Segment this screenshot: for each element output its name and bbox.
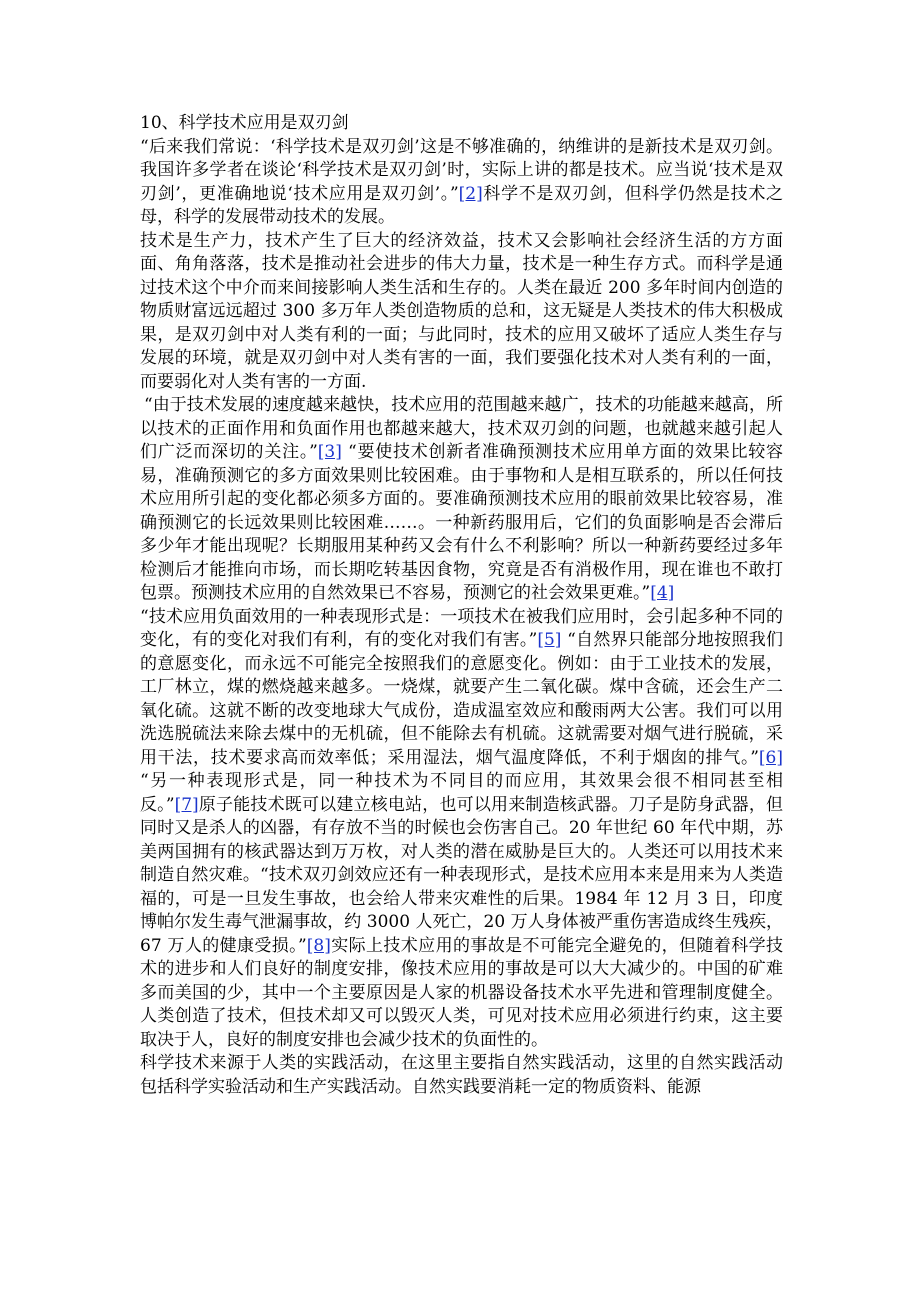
paragraph-text: “另一种表现形式是，同一种技术为不同目的而应用，其效果会很不相同甚至相反。”	[140, 771, 783, 815]
paragraph-text: 科学不是双刃剑，但科学仍然是技术之母，科学的发展带动技术的发展。	[140, 183, 784, 227]
paragraph-text: 科学技术来源于人类的实践活动，在这里主要指自然实践活动，这里的自然实践活动包括科学实验活动和生产实践活动。自然实践要消耗一定的物质资料、能源	[140, 1053, 783, 1097]
citation-link[interactable]: [5]	[537, 630, 562, 650]
paragraph-text: 技术是生产力，技术产生了巨大的经济效益，技术又会影响社会经济生活的方方面面、角角落落，技术是推动社会进步的伟大力量，技术是一种生存方式。而科学是通过技术这个中介而来间接影响人类生活和生存的。人类在最近 200 多年时间内创造的物质财富远远超过 300 多万年人类创造物质的总和，这无疑是人类技术的伟大积极成果，是双刃剑中对人类有利的一面；与此同时，技术的应用又破坏了适应人类生存与发展的环境，就是双刃剑中对人类有害的一面，我们要强化技术对人类有利的一面，而要弱化对人类有害的一方面.	[140, 230, 783, 392]
citation-link[interactable]: [2]	[458, 183, 483, 204]
citation-link[interactable]: [6]	[758, 747, 783, 768]
paragraph-text: “由于技术发展的速度越来越快，技术应用的范围越来越广，技术的功能越来越高，所以技术的正面作用和负面作用也都越来越大，技术双刃剑的问题，也就越来越引起人们广泛而深切的关注。”	[140, 395, 783, 462]
paragraph-text: “自然界只能部分地按照我们的意愿变化，而永远不可能完全按照我们的意愿变化。例如：由于工业技术的发展，工厂林立，煤的燃烧越来越多。一烧煤，就要产生二氧化碳。煤中含硫，还会生产二氧化硫。这就不断的改变地球大气成份，造成温室效应和酸雨两大公害。我们可以用洗选脱硫法来除去煤中的无机硫，但不能除去有机硫。这就需要对烟气进行脱硫，采用干法，技术要求高而效率低；采用湿法，烟气温度降低，不利于烟囱的排气。”	[140, 630, 783, 768]
paragraph-text: 原子能技术既可以建立核电站，也可以用来制造核武器。刀子是防身武器，但同时又是杀人的凶器，有存放不当的时候也会伤害自己。20 年世纪 60 年代中期，苏美两国拥有的核武器达到万万枚，对人类的潜在威胁是巨大的。人类还可以用技术来制造自然灾难。“技术双刃剑效应还有一种表现形式，是技术应用本来是用来为人类造福的，可是一旦发生事故，也会给人带来灾难性的后果。1984 年 12 月 3 日，印度博帕尔发生毒气泄漏事故，约 3000 人死亡，20 万人身体被严重伤害造成终生残疾，67 万人的健康受损。”	[140, 794, 784, 956]
section-heading: 10、科学技术应用是双刃剑	[140, 113, 349, 133]
paragraph-text: “要使技术创新者准确预测技术应用单方面的效果比较容易，准确预测它的多方面效果则比较困难。由于事物和人是相互联系的，所以任何技术应用所引起的变化都必须多方面的。要准确预测技术应用的眼前效果比较容易，准确预测它的长远效果则比较困难……。一种新药服用后，它们的负面影响是否会滞后多少年才能出现呢？长期服用某种药又会有什么不利影响？所以一种新药要经过多年检测后才能推向市场，而长期吃转基因食物，究竟是否有消极作用，现在谁也不敢打包票。预测技术应用的自然效果已不容易，预测它的社会效果更难。”	[140, 442, 783, 603]
paragraph	[140, 606, 783, 1053]
paragraph-container	[140, 136, 783, 1100]
paragraph-text: “后来我们常说：‘科学技术是双刃剑’这是不够准确的，纳维讲的是新技术是双刃剑。我国许多学者在谈论‘科学技术是双刃剑’时，实际上讲的都是技术。应当说‘技术是双刃剑’，更准确地说‘技术应用是双刃剑’。”	[140, 136, 783, 204]
citation-link[interactable]: [4]	[650, 583, 675, 603]
paragraph	[140, 230, 783, 395]
citation-link[interactable]: [3]	[317, 442, 342, 462]
document-body	[140, 112, 783, 1099]
paragraph	[140, 1052, 783, 1099]
paragraph-text: “技术应用负面效用的一种表现形式是：一项技术在被我们应用时，会引起多种不同的变化，有的变化对我们有利，有的变化对我们有害。”	[140, 606, 783, 650]
paragraph	[140, 394, 783, 606]
paragraph-text: 实际上技术应用的事故是不可能完全避免的，但随着科学技术的进步和人们良好的制度安排，像技术应用的事故是可以大大减少的。中国的矿难多而美国的少，其中一个主要原因是人家的机器设备技术水平先进和管理制度健全。人类创造了技术，但技术却又可以毁灭人类，可见对技术应用必须进行约束，这主要取决于人，良好的制度安排也会减少技术的负面性的。	[140, 935, 783, 1050]
citation-link[interactable]: [8]	[306, 935, 331, 956]
citation-link[interactable]: [7]	[174, 794, 199, 815]
paragraph	[140, 136, 783, 230]
